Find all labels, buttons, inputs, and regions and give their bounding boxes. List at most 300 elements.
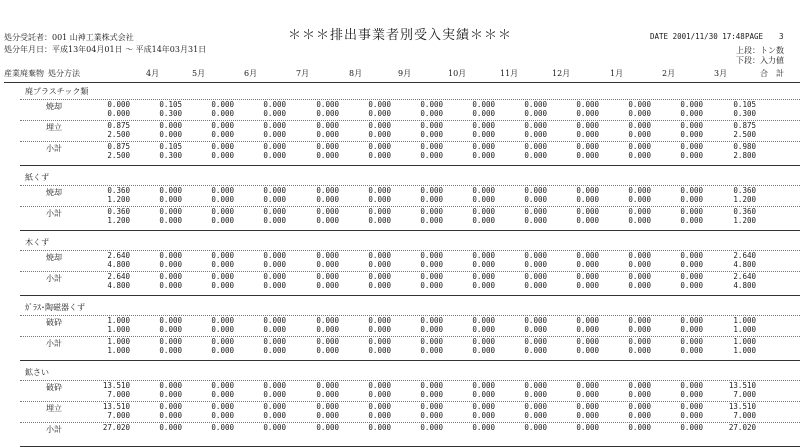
category-label: 廃プラスチック類 bbox=[25, 87, 89, 96]
total-cell: 0.360 bbox=[733, 207, 756, 216]
value-cell: 0.000 bbox=[263, 423, 286, 432]
value-cell: 0.000 bbox=[628, 100, 651, 109]
value-cell: 0.000 bbox=[576, 251, 599, 260]
value-cell: 0.000 bbox=[472, 109, 495, 118]
column-waste: 産業廃棄物 bbox=[4, 69, 44, 78]
value-cell: 0.000 bbox=[680, 216, 703, 225]
value-cell: 0.000 bbox=[576, 151, 599, 160]
value-cell: 0.000 bbox=[524, 423, 547, 432]
value-cell: 0.000 bbox=[263, 142, 286, 151]
column-month: 11月 bbox=[500, 69, 519, 78]
value-cell: 0.000 bbox=[524, 251, 547, 260]
value-cell: 0.000 bbox=[211, 216, 234, 225]
value-cell: 0.000 bbox=[680, 272, 703, 281]
value-cell: 0.000 bbox=[211, 272, 234, 281]
value-cell: 0.000 bbox=[368, 411, 391, 420]
value-cell: 0.000 bbox=[263, 337, 286, 346]
value-cell: 0.000 bbox=[211, 151, 234, 160]
value-cell: 0.000 bbox=[159, 195, 182, 204]
value-cell: 0.000 bbox=[628, 216, 651, 225]
value-cell: 0.000 bbox=[159, 207, 182, 216]
value-cell: 0.105 bbox=[159, 100, 182, 109]
value-cell: 0.000 bbox=[680, 381, 703, 390]
total-cell: 2.800 bbox=[733, 151, 756, 160]
value-cell: 7.000 bbox=[107, 390, 130, 399]
value-cell: 7.000 bbox=[107, 411, 130, 420]
value-cell: 0.000 bbox=[680, 100, 703, 109]
legend-upper: 上段：トン数 bbox=[736, 46, 784, 55]
value-cell: 0.000 bbox=[472, 260, 495, 269]
value-cell: 0.000 bbox=[263, 195, 286, 204]
value-cell: 0.000 bbox=[472, 186, 495, 195]
category-label: 紙くず bbox=[25, 173, 49, 182]
value-cell: 0.000 bbox=[576, 423, 599, 432]
total-cell: 1.000 bbox=[733, 346, 756, 355]
value-cell: 0.000 bbox=[368, 325, 391, 334]
value-cell: 0.000 bbox=[420, 390, 443, 399]
value-cell: 0.000 bbox=[524, 121, 547, 130]
value-cell: 0.000 bbox=[472, 151, 495, 160]
value-cell: 0.000 bbox=[368, 272, 391, 281]
column-month: 4月 bbox=[146, 69, 160, 78]
value-cell: 0.000 bbox=[524, 411, 547, 420]
value-cell: 0.000 bbox=[368, 216, 391, 225]
value-cell: 0.000 bbox=[211, 195, 234, 204]
value-cell: 0.000 bbox=[524, 337, 547, 346]
value-cell: 0.000 bbox=[263, 260, 286, 269]
total-cell: 1.200 bbox=[733, 195, 756, 204]
value-cell: 0.000 bbox=[211, 100, 234, 109]
value-cell: 0.000 bbox=[472, 216, 495, 225]
value-cell: 0.000 bbox=[263, 325, 286, 334]
print-date: DATE 2001/11/30 17:48 bbox=[650, 32, 745, 41]
value-cell: 0.000 bbox=[159, 390, 182, 399]
value-cell: 0.000 bbox=[159, 411, 182, 420]
value-cell: 0.000 bbox=[368, 423, 391, 432]
total-cell: 27.020 bbox=[728, 423, 756, 432]
value-cell: 0.000 bbox=[316, 121, 339, 130]
value-cell: 0.000 bbox=[576, 325, 599, 334]
value-cell: 0.000 bbox=[263, 121, 286, 130]
category-separator bbox=[20, 165, 800, 166]
value-cell: 0.000 bbox=[263, 346, 286, 355]
value-cell: 0.000 bbox=[524, 272, 547, 281]
value-cell: 0.000 bbox=[316, 260, 339, 269]
method-label: 小計 bbox=[46, 274, 62, 283]
column-total: 合 計 bbox=[760, 69, 784, 78]
value-cell: 0.000 bbox=[368, 402, 391, 411]
value-cell: 0.000 bbox=[576, 272, 599, 281]
value-cell: 0.000 bbox=[263, 216, 286, 225]
value-cell: 0.000 bbox=[211, 316, 234, 325]
value-cell: 0.000 bbox=[576, 411, 599, 420]
value-cell: 0.000 bbox=[576, 195, 599, 204]
column-month: 6月 bbox=[244, 69, 258, 78]
value-cell: 0.000 bbox=[420, 423, 443, 432]
value-cell: 0.000 bbox=[524, 216, 547, 225]
method-label: 破砕 bbox=[46, 318, 62, 327]
value-cell: 0.000 bbox=[211, 337, 234, 346]
value-cell: 0.000 bbox=[316, 207, 339, 216]
consignor-label: 処分受託者：001 山神工業株式会社 bbox=[4, 33, 134, 42]
value-cell: 0.000 bbox=[420, 142, 443, 151]
value-cell: 0.000 bbox=[159, 381, 182, 390]
category-separator bbox=[20, 230, 800, 231]
value-cell: 0.000 bbox=[368, 260, 391, 269]
value-cell: 0.000 bbox=[576, 346, 599, 355]
method-label: 破砕 bbox=[46, 383, 62, 392]
value-cell: 0.000 bbox=[680, 109, 703, 118]
column-month: 5月 bbox=[192, 69, 206, 78]
total-cell: 2.500 bbox=[733, 130, 756, 139]
value-cell: 0.000 bbox=[576, 281, 599, 290]
value-cell: 0.000 bbox=[211, 390, 234, 399]
value-cell: 0.000 bbox=[107, 109, 130, 118]
value-cell: 0.000 bbox=[263, 411, 286, 420]
method-label: 埋立 bbox=[46, 123, 62, 132]
total-cell: 4.800 bbox=[733, 281, 756, 290]
value-cell: 0.000 bbox=[524, 260, 547, 269]
value-cell: 0.000 bbox=[576, 207, 599, 216]
value-cell: 0.000 bbox=[628, 121, 651, 130]
value-cell: 1.000 bbox=[107, 316, 130, 325]
value-cell: 0.000 bbox=[524, 151, 547, 160]
value-cell: 1.000 bbox=[107, 325, 130, 334]
value-cell: 0.000 bbox=[576, 142, 599, 151]
value-cell: 0.000 bbox=[628, 337, 651, 346]
value-cell: 0.000 bbox=[368, 281, 391, 290]
value-cell: 13.510 bbox=[102, 402, 130, 411]
column-month: 3月 bbox=[714, 69, 728, 78]
value-cell: 0.000 bbox=[420, 337, 443, 346]
category-label: ｶﾞﾗｽ･陶磁器くず bbox=[25, 303, 85, 312]
value-cell: 0.000 bbox=[263, 130, 286, 139]
value-cell: 0.000 bbox=[263, 100, 286, 109]
column-month: 12月 bbox=[552, 69, 571, 78]
total-cell: 7.000 bbox=[733, 411, 756, 420]
value-cell: 0.000 bbox=[680, 207, 703, 216]
value-cell: 0.000 bbox=[628, 130, 651, 139]
value-cell: 0.000 bbox=[576, 100, 599, 109]
total-cell: 1.200 bbox=[733, 216, 756, 225]
total-cell: 0.300 bbox=[733, 109, 756, 118]
value-cell: 0.000 bbox=[420, 325, 443, 334]
value-cell: 0.000 bbox=[472, 316, 495, 325]
value-cell: 0.000 bbox=[420, 121, 443, 130]
value-cell: 1.000 bbox=[107, 346, 130, 355]
value-cell: 0.000 bbox=[680, 195, 703, 204]
value-cell: 0.105 bbox=[159, 142, 182, 151]
method-label: 小計 bbox=[46, 144, 62, 153]
value-cell: 0.000 bbox=[368, 142, 391, 151]
value-cell: 0.000 bbox=[368, 186, 391, 195]
value-cell: 0.000 bbox=[211, 109, 234, 118]
value-cell: 0.000 bbox=[368, 390, 391, 399]
category-label: 鉱さい bbox=[25, 368, 49, 377]
value-cell: 0.000 bbox=[368, 151, 391, 160]
value-cell: 0.000 bbox=[576, 390, 599, 399]
value-cell: 0.000 bbox=[159, 260, 182, 269]
value-cell: 2.500 bbox=[107, 130, 130, 139]
value-cell: 0.000 bbox=[420, 195, 443, 204]
total-cell: 13.510 bbox=[728, 381, 756, 390]
value-cell: 0.000 bbox=[524, 281, 547, 290]
value-cell: 0.360 bbox=[107, 186, 130, 195]
value-cell: 0.000 bbox=[524, 195, 547, 204]
value-cell: 0.300 bbox=[159, 151, 182, 160]
value-cell: 0.000 bbox=[472, 381, 495, 390]
method-label: 埋立 bbox=[46, 404, 62, 413]
value-cell: 0.000 bbox=[628, 281, 651, 290]
value-cell: 0.000 bbox=[628, 142, 651, 151]
value-cell: 0.000 bbox=[524, 130, 547, 139]
value-cell: 0.000 bbox=[420, 346, 443, 355]
value-cell: 0.000 bbox=[420, 130, 443, 139]
value-cell: 0.000 bbox=[524, 390, 547, 399]
column-header-row bbox=[0, 68, 800, 82]
value-cell: 1.200 bbox=[107, 216, 130, 225]
total-cell: 4.800 bbox=[733, 260, 756, 269]
total-cell: 13.510 bbox=[728, 402, 756, 411]
value-cell: 0.000 bbox=[628, 316, 651, 325]
value-cell: 0.000 bbox=[472, 195, 495, 204]
value-cell: 0.000 bbox=[524, 402, 547, 411]
value-cell: 0.000 bbox=[472, 337, 495, 346]
value-cell: 0.000 bbox=[316, 337, 339, 346]
value-cell: 0.000 bbox=[420, 402, 443, 411]
value-cell: 0.000 bbox=[472, 346, 495, 355]
value-cell: 0.000 bbox=[628, 186, 651, 195]
value-cell: 0.000 bbox=[472, 142, 495, 151]
value-cell: 0.000 bbox=[628, 151, 651, 160]
value-cell: 0.000 bbox=[472, 100, 495, 109]
period-label: 処分年月日：平成13年04月01日 ～ 平成14年03月31日 bbox=[4, 45, 207, 54]
value-cell: 0.000 bbox=[211, 130, 234, 139]
value-cell: 0.000 bbox=[628, 251, 651, 260]
value-cell: 0.000 bbox=[420, 216, 443, 225]
value-cell: 0.000 bbox=[316, 390, 339, 399]
value-cell: 0.000 bbox=[368, 337, 391, 346]
value-cell: 0.000 bbox=[316, 216, 339, 225]
value-cell: 0.000 bbox=[680, 142, 703, 151]
value-cell: 0.000 bbox=[524, 207, 547, 216]
value-cell: 0.000 bbox=[263, 381, 286, 390]
value-cell: 0.000 bbox=[263, 109, 286, 118]
total-cell: 0.875 bbox=[733, 121, 756, 130]
value-cell: 0.000 bbox=[680, 130, 703, 139]
value-cell: 0.000 bbox=[316, 402, 339, 411]
value-cell: 0.000 bbox=[576, 402, 599, 411]
value-cell: 0.000 bbox=[159, 423, 182, 432]
header-rule bbox=[4, 82, 800, 83]
value-cell: 0.000 bbox=[628, 325, 651, 334]
value-cell: 0.000 bbox=[576, 381, 599, 390]
category-label: 木くず bbox=[25, 238, 49, 247]
value-cell: 0.000 bbox=[159, 281, 182, 290]
value-cell: 0.000 bbox=[159, 251, 182, 260]
method-label: 小計 bbox=[46, 339, 62, 348]
value-cell: 4.800 bbox=[107, 281, 130, 290]
value-cell: 0.000 bbox=[263, 251, 286, 260]
value-cell: 0.000 bbox=[263, 281, 286, 290]
value-cell: 0.000 bbox=[680, 411, 703, 420]
value-cell: 1.000 bbox=[107, 337, 130, 346]
value-cell: 0.000 bbox=[524, 316, 547, 325]
value-cell: 0.000 bbox=[472, 411, 495, 420]
value-cell: 0.000 bbox=[368, 195, 391, 204]
value-cell: 0.000 bbox=[368, 316, 391, 325]
value-cell: 0.000 bbox=[680, 337, 703, 346]
value-cell: 0.000 bbox=[680, 390, 703, 399]
column-month: 1月 bbox=[610, 69, 624, 78]
value-cell: 0.000 bbox=[211, 186, 234, 195]
value-cell: 0.000 bbox=[420, 186, 443, 195]
column-method: 処分方法 bbox=[48, 69, 80, 78]
value-cell: 0.000 bbox=[159, 130, 182, 139]
page-number: 3 bbox=[779, 32, 784, 41]
value-cell: 0.000 bbox=[472, 390, 495, 399]
value-cell: 0.000 bbox=[680, 186, 703, 195]
value-cell: 0.000 bbox=[680, 325, 703, 334]
value-cell: 0.000 bbox=[680, 260, 703, 269]
value-cell: 0.000 bbox=[211, 381, 234, 390]
value-cell: 0.000 bbox=[576, 121, 599, 130]
value-cell: 0.000 bbox=[680, 251, 703, 260]
value-cell: 0.000 bbox=[472, 402, 495, 411]
value-cell: 0.000 bbox=[316, 381, 339, 390]
value-cell: 0.000 bbox=[576, 186, 599, 195]
value-cell: 0.000 bbox=[159, 316, 182, 325]
value-cell: 0.000 bbox=[263, 402, 286, 411]
report-title: ＊＊＊排出事業者別受入実績＊＊＊ bbox=[287, 28, 512, 43]
value-cell: 27.020 bbox=[102, 423, 130, 432]
value-cell: 0.000 bbox=[263, 151, 286, 160]
value-cell: 0.000 bbox=[316, 186, 339, 195]
value-cell: 0.000 bbox=[472, 423, 495, 432]
value-cell: 0.000 bbox=[420, 251, 443, 260]
value-cell: 0.360 bbox=[107, 207, 130, 216]
value-cell: 0.000 bbox=[368, 207, 391, 216]
value-cell: 2.500 bbox=[107, 151, 130, 160]
value-cell: 0.000 bbox=[420, 207, 443, 216]
value-cell: 0.000 bbox=[576, 316, 599, 325]
value-cell: 0.000 bbox=[628, 346, 651, 355]
column-month: 7月 bbox=[296, 69, 310, 78]
column-month: 8月 bbox=[349, 69, 363, 78]
value-cell: 0.000 bbox=[159, 402, 182, 411]
value-cell: 0.000 bbox=[680, 281, 703, 290]
value-cell: 0.000 bbox=[211, 411, 234, 420]
value-cell: 0.000 bbox=[628, 411, 651, 420]
legend-lower: 下段：入力値 bbox=[736, 56, 784, 65]
value-cell: 0.000 bbox=[420, 260, 443, 269]
total-cell: 7.000 bbox=[733, 390, 756, 399]
value-cell: 0.000 bbox=[316, 130, 339, 139]
value-cell: 0.000 bbox=[368, 381, 391, 390]
value-cell: 0.000 bbox=[680, 151, 703, 160]
value-cell: 0.000 bbox=[159, 272, 182, 281]
total-cell: 1.000 bbox=[733, 337, 756, 346]
value-cell: 0.000 bbox=[107, 100, 130, 109]
value-cell: 0.000 bbox=[576, 216, 599, 225]
value-cell: 0.000 bbox=[263, 390, 286, 399]
value-cell: 0.000 bbox=[628, 260, 651, 269]
value-cell: 0.000 bbox=[211, 325, 234, 334]
value-cell: 0.000 bbox=[263, 207, 286, 216]
value-cell: 0.000 bbox=[680, 121, 703, 130]
value-cell: 0.000 bbox=[472, 207, 495, 216]
value-cell: 0.000 bbox=[211, 251, 234, 260]
value-cell: 0.000 bbox=[524, 142, 547, 151]
value-cell: 0.000 bbox=[472, 251, 495, 260]
value-cell: 0.000 bbox=[211, 423, 234, 432]
value-cell: 0.000 bbox=[263, 316, 286, 325]
value-cell: 0.000 bbox=[680, 423, 703, 432]
value-cell: 0.000 bbox=[316, 142, 339, 151]
value-cell: 0.000 bbox=[524, 109, 547, 118]
column-month: 10月 bbox=[448, 69, 467, 78]
value-cell: 0.000 bbox=[211, 346, 234, 355]
value-cell: 0.000 bbox=[420, 316, 443, 325]
value-cell: 0.000 bbox=[159, 216, 182, 225]
value-cell: 0.875 bbox=[107, 142, 130, 151]
value-cell: 0.000 bbox=[316, 325, 339, 334]
value-cell: 0.000 bbox=[628, 272, 651, 281]
value-cell: 0.000 bbox=[316, 423, 339, 432]
value-cell: 0.000 bbox=[420, 381, 443, 390]
value-cell: 0.000 bbox=[420, 411, 443, 420]
value-cell: 0.000 bbox=[316, 109, 339, 118]
value-cell: 0.000 bbox=[159, 346, 182, 355]
value-cell: 0.000 bbox=[316, 411, 339, 420]
value-cell: 0.000 bbox=[524, 381, 547, 390]
value-cell: 0.000 bbox=[576, 337, 599, 346]
value-cell: 0.000 bbox=[368, 100, 391, 109]
value-cell: 0.000 bbox=[316, 251, 339, 260]
value-cell: 2.640 bbox=[107, 251, 130, 260]
value-cell: 13.510 bbox=[102, 381, 130, 390]
value-cell: 0.000 bbox=[628, 207, 651, 216]
value-cell: 0.000 bbox=[316, 281, 339, 290]
value-cell: 0.000 bbox=[159, 121, 182, 130]
value-cell: 0.000 bbox=[316, 195, 339, 204]
total-cell: 0.105 bbox=[733, 100, 756, 109]
value-cell: 0.000 bbox=[263, 272, 286, 281]
value-cell: 0.000 bbox=[316, 316, 339, 325]
value-cell: 0.000 bbox=[628, 109, 651, 118]
value-cell: 0.000 bbox=[680, 316, 703, 325]
total-cell: 1.000 bbox=[733, 316, 756, 325]
value-cell: 0.000 bbox=[211, 260, 234, 269]
total-cell: 2.640 bbox=[733, 251, 756, 260]
value-cell: 0.000 bbox=[420, 281, 443, 290]
method-label: 小計 bbox=[46, 425, 62, 434]
category-separator bbox=[20, 295, 800, 296]
value-cell: 0.000 bbox=[576, 130, 599, 139]
value-cell: 0.000 bbox=[211, 142, 234, 151]
total-cell: 1.000 bbox=[733, 325, 756, 334]
value-cell: 0.000 bbox=[316, 272, 339, 281]
value-cell: 0.000 bbox=[472, 130, 495, 139]
value-cell: 0.000 bbox=[472, 325, 495, 334]
value-cell: 0.000 bbox=[680, 402, 703, 411]
method-label: 小計 bbox=[46, 209, 62, 218]
value-cell: 0.000 bbox=[368, 130, 391, 139]
value-cell: 0.000 bbox=[420, 151, 443, 160]
value-cell: 0.000 bbox=[628, 195, 651, 204]
value-cell: 0.000 bbox=[472, 281, 495, 290]
column-month: 2月 bbox=[662, 69, 676, 78]
